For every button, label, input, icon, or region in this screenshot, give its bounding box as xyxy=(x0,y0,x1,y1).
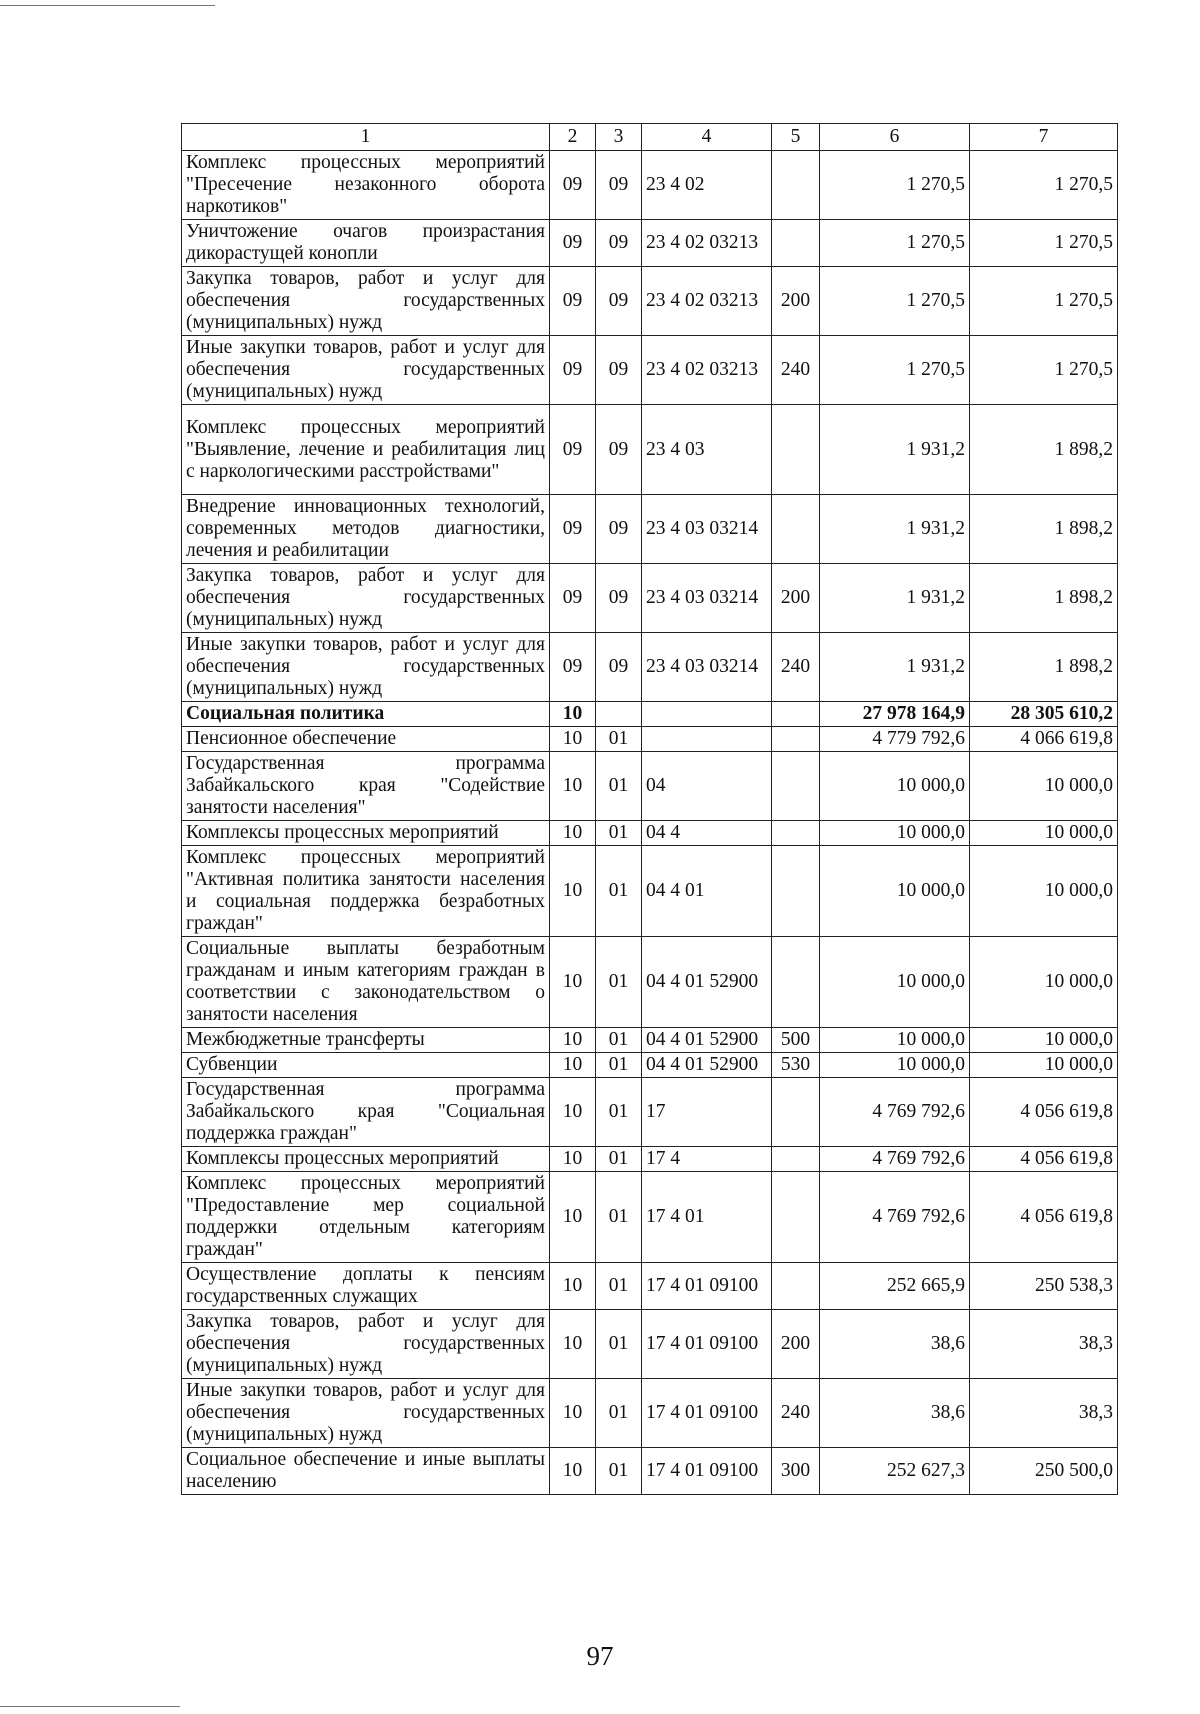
row-name-cell: Государственная программа Забайкальского края "Социальная поддержка граждан" xyxy=(182,1078,550,1147)
amount-year2-cell: 4 066 619,8 xyxy=(970,727,1118,752)
amount-year2-cell: 1 270,5 xyxy=(970,151,1118,220)
amount-year1-cell: 1 931,2 xyxy=(820,495,970,564)
amount-year2-cell: 4 056 619,8 xyxy=(970,1147,1118,1172)
expense-type-cell: 300 xyxy=(772,1448,820,1495)
amount-year1-cell: 38,6 xyxy=(820,1379,970,1448)
table-row xyxy=(182,1172,1118,1263)
section-code-cell: 10 xyxy=(550,1310,596,1379)
target-article-cell: 04 4 01 xyxy=(642,846,772,937)
expense-type-cell: 200 xyxy=(772,1310,820,1379)
amount-year2-cell: 1 898,2 xyxy=(970,495,1118,564)
section-code-cell: 10 xyxy=(550,1172,596,1263)
section-code-cell: 10 xyxy=(550,1028,596,1053)
amount-year1-cell: 10 000,0 xyxy=(820,821,970,846)
amount-year2-cell: 38,3 xyxy=(970,1379,1118,1448)
row-name-cell: Иные закупки товаров, работ и услуг для обеспечения государственных (муниципальных) нужд xyxy=(182,336,550,405)
subsection-code-cell: 01 xyxy=(596,1053,642,1078)
table-row xyxy=(182,727,1118,752)
target-article-cell: 04 4 01 52900 xyxy=(642,1053,772,1078)
amount-year2-cell: 28 305 610,2 xyxy=(970,702,1118,727)
amount-year1-cell: 1 270,5 xyxy=(820,151,970,220)
header-row xyxy=(182,124,1118,151)
table-row xyxy=(182,1078,1118,1147)
amount-year1-cell: 4 769 792,6 xyxy=(820,1147,970,1172)
table-row xyxy=(182,846,1118,937)
target-article-cell: 23 4 03 03214 xyxy=(642,495,772,564)
target-article-cell: 04 xyxy=(642,752,772,821)
section-code-cell: 09 xyxy=(550,267,596,336)
expense-type-cell xyxy=(772,727,820,752)
table-row xyxy=(182,1448,1118,1495)
target-article-cell: 04 4 xyxy=(642,821,772,846)
expense-type-cell xyxy=(772,1172,820,1263)
subsection-code-cell: 01 xyxy=(596,937,642,1028)
amount-year2-cell: 10 000,0 xyxy=(970,846,1118,937)
row-name-cell: Комплексы процессных мероприятий xyxy=(182,1147,550,1172)
subsection-code-cell: 01 xyxy=(596,727,642,752)
subsection-code-cell: 01 xyxy=(596,752,642,821)
row-name-cell: Осуществление доплаты к пенсиям государственных служащих xyxy=(182,1263,550,1310)
expense-type-cell xyxy=(772,702,820,727)
section-code-cell: 10 xyxy=(550,1053,596,1078)
row-name-cell: Субвенции xyxy=(182,1053,550,1078)
table-row xyxy=(182,1028,1118,1053)
section-code-cell: 10 xyxy=(550,1147,596,1172)
row-name-cell: Иные закупки товаров, работ и услуг для обеспечения государственных (муниципальных) нужд xyxy=(182,1379,550,1448)
header-cell-7: 7 xyxy=(970,124,1118,151)
amount-year2-cell: 10 000,0 xyxy=(970,1053,1118,1078)
amount-year2-cell: 1 270,5 xyxy=(970,336,1118,405)
header-cell-4: 4 xyxy=(642,124,772,151)
subsection-code-cell xyxy=(596,702,642,727)
subsection-code-cell: 09 xyxy=(596,220,642,267)
amount-year1-cell: 10 000,0 xyxy=(820,1028,970,1053)
scan-edge-mark xyxy=(0,1706,180,1707)
subsection-code-cell: 09 xyxy=(596,495,642,564)
section-code-cell: 10 xyxy=(550,1078,596,1147)
row-name-cell: Иные закупки товаров, работ и услуг для обеспечения государственных (муниципальных) нужд xyxy=(182,633,550,702)
target-article-cell xyxy=(642,727,772,752)
amount-year1-cell: 4 769 792,6 xyxy=(820,1078,970,1147)
subsection-code-cell: 01 xyxy=(596,846,642,937)
amount-year1-cell: 252 665,9 xyxy=(820,1263,970,1310)
row-name-cell: Государственная программа Забайкальского края "Содействие занятости населения" xyxy=(182,752,550,821)
row-name-cell: Комплекс процессных мероприятий "Выявление, лечение и реабилитация лиц с наркологическими расстройствами" xyxy=(182,405,550,495)
row-name-cell: Комплексы процессных мероприятий xyxy=(182,821,550,846)
amount-year1-cell: 10 000,0 xyxy=(820,846,970,937)
section-code-cell: 10 xyxy=(550,1379,596,1448)
table-row xyxy=(182,752,1118,821)
target-article-cell: 23 4 03 xyxy=(642,405,772,495)
target-article-cell: 17 4 01 09100 xyxy=(642,1379,772,1448)
expense-type-cell: 200 xyxy=(772,564,820,633)
section-code-cell: 10 xyxy=(550,1263,596,1310)
row-name-cell: Комплекс процессных мероприятий "Активная политика занятости населения и социальная поддержка безработных граждан" xyxy=(182,846,550,937)
expense-type-cell xyxy=(772,220,820,267)
subsection-code-cell: 09 xyxy=(596,405,642,495)
subsection-code-cell: 01 xyxy=(596,1028,642,1053)
section-code-cell: 09 xyxy=(550,495,596,564)
amount-year2-cell: 38,3 xyxy=(970,1310,1118,1379)
target-article-cell: 17 4 01 09100 xyxy=(642,1448,772,1495)
amount-year1-cell: 10 000,0 xyxy=(820,752,970,821)
target-article-cell: 17 4 xyxy=(642,1147,772,1172)
amount-year2-cell: 10 000,0 xyxy=(970,821,1118,846)
target-article-cell: 23 4 02 03213 xyxy=(642,267,772,336)
expense-type-cell: 240 xyxy=(772,336,820,405)
table-row xyxy=(182,267,1118,336)
section-code-cell: 09 xyxy=(550,151,596,220)
subsection-code-cell: 01 xyxy=(596,1172,642,1263)
expense-type-cell xyxy=(772,846,820,937)
section-code-cell: 09 xyxy=(550,405,596,495)
target-article-cell: 23 4 03 03214 xyxy=(642,564,772,633)
section-code-cell: 09 xyxy=(550,564,596,633)
amount-year1-cell: 38,6 xyxy=(820,1310,970,1379)
subsection-code-cell: 01 xyxy=(596,1310,642,1379)
expense-type-cell xyxy=(772,937,820,1028)
subsection-code-cell: 09 xyxy=(596,633,642,702)
row-name-cell: Закупка товаров, работ и услуг для обеспечения государственных (муниципальных) нужд xyxy=(182,267,550,336)
table-row xyxy=(182,336,1118,405)
target-article-cell: 17 4 01 xyxy=(642,1172,772,1263)
amount-year2-cell: 4 056 619,8 xyxy=(970,1078,1118,1147)
section-code-cell: 10 xyxy=(550,1448,596,1495)
row-name-cell: Комплекс процессных мероприятий "Предоставление мер социальной поддержки отдельным категориям граждан" xyxy=(182,1172,550,1263)
expense-type-cell xyxy=(772,1263,820,1310)
header-cell-3: 3 xyxy=(596,124,642,151)
row-name-cell: Межбюджетные трансферты xyxy=(182,1028,550,1053)
amount-year2-cell: 250 500,0 xyxy=(970,1448,1118,1495)
target-article-cell: 23 4 02 03213 xyxy=(642,336,772,405)
amount-year2-cell: 1 898,2 xyxy=(970,405,1118,495)
amount-year2-cell: 1 898,2 xyxy=(970,564,1118,633)
row-name-cell: Социальное обеспечение и иные выплаты населению xyxy=(182,1448,550,1495)
amount-year1-cell: 1 270,5 xyxy=(820,220,970,267)
expense-type-cell: 240 xyxy=(772,1379,820,1448)
subsection-code-cell: 09 xyxy=(596,151,642,220)
amount-year2-cell: 10 000,0 xyxy=(970,752,1118,821)
section-code-cell: 10 xyxy=(550,702,596,727)
expense-type-cell xyxy=(772,151,820,220)
section-code-cell: 10 xyxy=(550,727,596,752)
table-row xyxy=(182,1147,1118,1172)
expense-type-cell xyxy=(772,1147,820,1172)
subsection-code-cell: 01 xyxy=(596,821,642,846)
target-article-cell: 17 xyxy=(642,1078,772,1147)
header-cell-6: 6 xyxy=(820,124,970,151)
expense-type-cell: 240 xyxy=(772,633,820,702)
target-article-cell: 04 4 01 52900 xyxy=(642,937,772,1028)
table-row xyxy=(182,1310,1118,1379)
amount-year2-cell: 4 056 619,8 xyxy=(970,1172,1118,1263)
target-article-cell: 23 4 03 03214 xyxy=(642,633,772,702)
table-row xyxy=(182,405,1118,495)
scan-edge-mark xyxy=(0,5,215,6)
table-row xyxy=(182,1053,1118,1078)
subsection-code-cell: 09 xyxy=(596,564,642,633)
amount-year2-cell: 1 898,2 xyxy=(970,633,1118,702)
row-name-cell: Внедрение инновационных технологий, современных методов диагностики, лечения и реабилитации xyxy=(182,495,550,564)
expense-type-cell: 530 xyxy=(772,1053,820,1078)
amount-year2-cell: 250 538,3 xyxy=(970,1263,1118,1310)
table-row xyxy=(182,1379,1118,1448)
amount-year1-cell: 252 627,3 xyxy=(820,1448,970,1495)
amount-year1-cell: 10 000,0 xyxy=(820,1053,970,1078)
target-article-cell: 17 4 01 09100 xyxy=(642,1263,772,1310)
table-body xyxy=(182,124,1118,1495)
table-row xyxy=(182,151,1118,220)
amount-year1-cell: 10 000,0 xyxy=(820,937,970,1028)
table-row xyxy=(182,702,1118,727)
table-row xyxy=(182,1263,1118,1310)
expense-type-cell: 500 xyxy=(772,1028,820,1053)
page-number: 97 xyxy=(586,1641,614,1671)
table-row xyxy=(182,495,1118,564)
subsection-code-cell: 01 xyxy=(596,1263,642,1310)
amount-year1-cell: 1 270,5 xyxy=(820,267,970,336)
section-code-cell: 09 xyxy=(550,633,596,702)
row-name-cell: Закупка товаров, работ и услуг для обеспечения государственных (муниципальных) нужд xyxy=(182,1310,550,1379)
section-code-cell: 10 xyxy=(550,821,596,846)
section-code-cell: 10 xyxy=(550,937,596,1028)
row-name-cell: Закупка товаров, работ и услуг для обеспечения государственных (муниципальных) нужд xyxy=(182,564,550,633)
subsection-code-cell: 09 xyxy=(596,267,642,336)
row-name-cell: Социальная политика xyxy=(182,702,550,727)
expense-type-cell xyxy=(772,752,820,821)
row-name-cell: Комплекс процессных мероприятий "Пресечение незаконного оборота наркотиков" xyxy=(182,151,550,220)
subsection-code-cell: 01 xyxy=(596,1147,642,1172)
amount-year2-cell: 1 270,5 xyxy=(970,267,1118,336)
header-cell-2: 2 xyxy=(550,124,596,151)
amount-year2-cell: 1 270,5 xyxy=(970,220,1118,267)
amount-year1-cell: 1 931,2 xyxy=(820,633,970,702)
amount-year1-cell: 4 779 792,6 xyxy=(820,727,970,752)
amount-year1-cell: 1 931,2 xyxy=(820,564,970,633)
section-code-cell: 10 xyxy=(550,752,596,821)
row-name-cell: Пенсионное обеспечение xyxy=(182,727,550,752)
row-name-cell: Уничтожение очагов произрастания дикорастущей конопли xyxy=(182,220,550,267)
table-row xyxy=(182,633,1118,702)
expense-type-cell xyxy=(772,405,820,495)
table-row xyxy=(182,937,1118,1028)
expense-type-cell xyxy=(772,495,820,564)
amount-year1-cell: 1 931,2 xyxy=(820,405,970,495)
section-code-cell: 09 xyxy=(550,220,596,267)
target-article-cell: 17 4 01 09100 xyxy=(642,1310,772,1379)
target-article-cell: 23 4 02 xyxy=(642,151,772,220)
subsection-code-cell: 01 xyxy=(596,1078,642,1147)
subsection-code-cell: 01 xyxy=(596,1379,642,1448)
header-cell-5: 5 xyxy=(772,124,820,151)
target-article-cell: 23 4 02 03213 xyxy=(642,220,772,267)
target-article-cell xyxy=(642,702,772,727)
table-row xyxy=(182,220,1118,267)
header-cell-1: 1 xyxy=(182,124,550,151)
budget-table xyxy=(181,123,1118,1495)
subsection-code-cell: 09 xyxy=(596,336,642,405)
table-row xyxy=(182,564,1118,633)
expense-type-cell xyxy=(772,821,820,846)
expense-type-cell: 200 xyxy=(772,267,820,336)
subsection-code-cell: 01 xyxy=(596,1448,642,1495)
amount-year1-cell: 1 270,5 xyxy=(820,336,970,405)
amount-year2-cell: 10 000,0 xyxy=(970,937,1118,1028)
amount-year1-cell: 27 978 164,9 xyxy=(820,702,970,727)
expense-type-cell xyxy=(772,1078,820,1147)
target-article-cell: 04 4 01 52900 xyxy=(642,1028,772,1053)
section-code-cell: 10 xyxy=(550,846,596,937)
amount-year2-cell: 10 000,0 xyxy=(970,1028,1118,1053)
row-name-cell: Социальные выплаты безработным гражданам и иным категориям граждан в соответствии с законодательством о занятости населения xyxy=(182,937,550,1028)
amount-year1-cell: 4 769 792,6 xyxy=(820,1172,970,1263)
table-row xyxy=(182,821,1118,846)
section-code-cell: 09 xyxy=(550,336,596,405)
